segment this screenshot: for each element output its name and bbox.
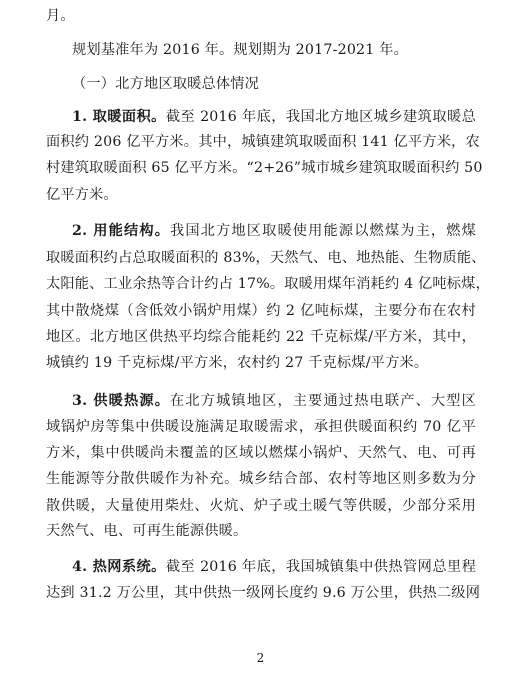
line-text: 村建筑取暖面积 65 亿平方米。“2+26”城市城乡建筑取暖面积约 50: [46, 160, 483, 176]
text-line: [46, 132, 480, 152]
text-line: [46, 496, 476, 516]
text-line: [46, 185, 476, 205]
line-text: 亿平方米。: [46, 187, 118, 203]
line-text: 截至 2016 年底，我国城镇集中供热管网总里程: [165, 559, 476, 575]
text-line: [46, 6, 476, 26]
text-line: [46, 469, 476, 489]
line-text: 月。: [46, 8, 75, 24]
line-text: 太阳能、工业余热等合计约占 17%。取暖用煤年消耗约 4 亿吨标煤，: [46, 276, 490, 292]
text-line: [46, 353, 476, 373]
line-text: 散供暖，大量使用柴灶、火炕、炉子或土暖气等供暖，少部分采用: [46, 498, 476, 514]
text-line: [72, 40, 476, 60]
text-line: [72, 557, 476, 577]
text-line: [46, 417, 476, 437]
text-line: [46, 443, 476, 463]
line-text: 取暖面积约占总取暖面积的 83%，天然气、电、地热能、生物质能、: [46, 250, 486, 266]
text-line: [46, 274, 490, 294]
text-line: [72, 107, 476, 127]
paragraph-label: 4. 热网系统。: [72, 559, 166, 575]
line-text: 域锅炉房等集中供暖设施满足取暖需求，承担供暖面积约 70 亿平: [46, 419, 476, 435]
text-line: [46, 158, 483, 178]
line-text: 其中散烧煤（含低效小锅炉用煤）约 2 亿吨标煤，主要分布在农村: [46, 303, 476, 319]
text-line: [46, 583, 481, 603]
text-line: [46, 301, 476, 321]
paragraph-label: 3. 供暖热源。: [72, 393, 171, 409]
line-text: 达到 31.2 万公里，其中供热一级网长度约 9.6 万公里，供热二级网: [46, 585, 481, 601]
line-text: 城镇约 19 千克标煤/平方米，农村约 27 千克标煤/平方米。: [46, 355, 429, 371]
text-line: [46, 248, 486, 268]
line-text: 方米，集中供暖尚未覆盖的区域以燃煤小锅炉、天然气、电、可再: [46, 445, 476, 461]
line-text: 生能源等分散供暖作为补充。城乡结合部、农村等地区则多数为分: [46, 471, 476, 487]
line-text: 地区。北方地区供热平均综合能耗约 22 千克标煤/平方米，其中，: [46, 329, 476, 345]
text-line: [46, 521, 476, 541]
line-text: 在北方城镇地区，主要通过热电联产、大型区: [170, 393, 476, 409]
paragraph-label: 2. 用能结构。: [72, 223, 171, 239]
line-text: 规划基准年为 2016 年。规划期为 2017-2021 年。: [72, 42, 408, 58]
text-line: [72, 391, 476, 411]
text-line: [72, 221, 476, 241]
text-line: [46, 327, 476, 347]
line-text: 天然气、电、可再生能源供暖。: [46, 523, 248, 539]
line-text: （一）北方地区取暖总体情况: [72, 76, 260, 92]
line-text: 截至 2016 年底，我国北方地区城乡建筑取暖总: [165, 109, 476, 125]
paragraph-label: 1. 取暖面积。: [72, 109, 166, 125]
line-text: 我国北方地区取暖使用能源以燃煤为主，燃煤: [170, 223, 476, 239]
line-text: 面积约 206 亿平方米。其中，城镇建筑取暖面积 141 亿平方米，农: [46, 134, 480, 150]
page-number: 2: [256, 651, 265, 665]
section-heading: [72, 74, 259, 94]
